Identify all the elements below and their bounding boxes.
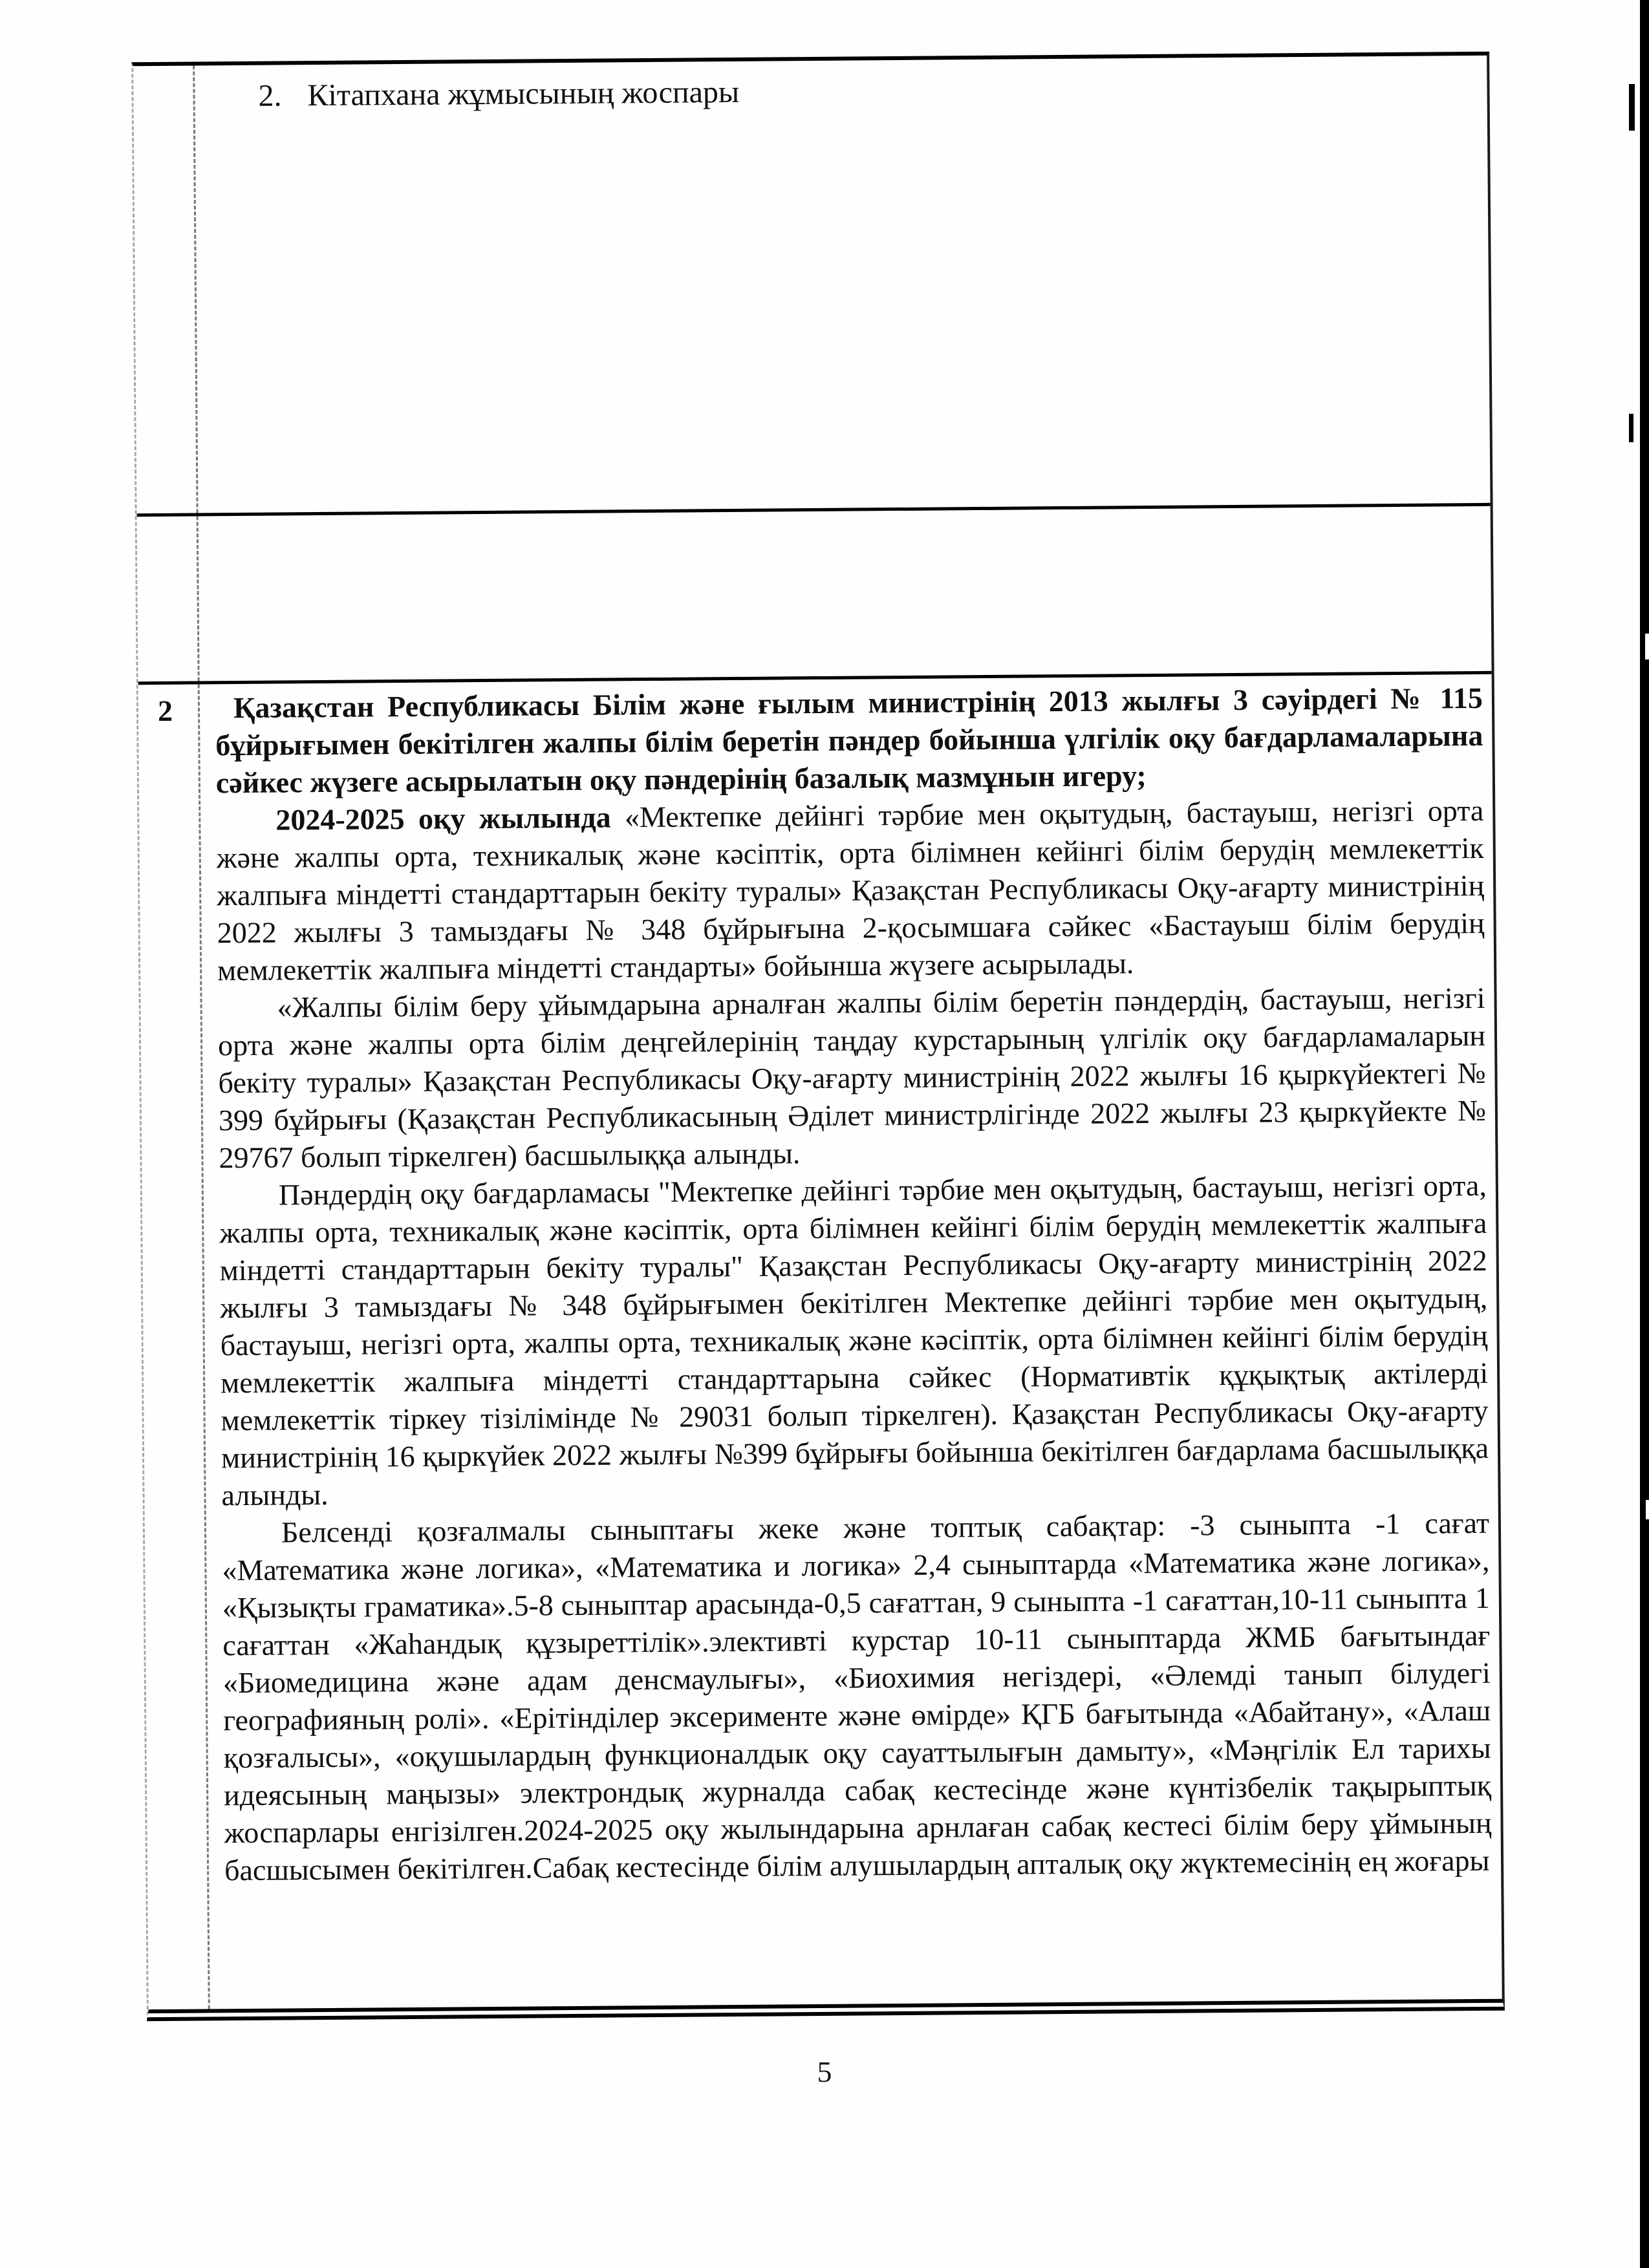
row-number-cell <box>137 517 200 682</box>
row-content-cell <box>195 56 1490 513</box>
paragraph-text: Пәндердің оқу бағдарламасы "Мектепке дейінгі тәрбие мен оқытудың, бастауыш, негізгі орта, жалпы орта, техникалық және кәсіптік, орта білімнен кейінгі білім берудің мемлекеттік жалпыға міндетті стандарттарын бекіту туралы" Қазақстан Республикасы Оқу-ағарту министрінің 2022 жылғы 3 тамыздағы № 348 бұйрығымен бекітілген Мектепке дейінгі тәрбие мен оқытудың, бастауыш, негізгі орта, жалпы орта, техникалық және кәсіптік, орта білімнен кейінгі білім берудің мемлекеттік жалпыға міндетті стандарттарына сәйкес (Нормативтік құқықтық актілерді мемлекеттік тіркеу тізілімінде № 29031 болып тіркелген). Қазақстан Республикасы Оқу-ағарту министрінің 16 қыркүйек 2022 жылғы №399 бұйрығы бойынша бекітілген бағдарлама басшылыққа алынды. <box>219 1168 1489 1512</box>
list-item-title: Кітапхана жұмысының жоспары <box>307 74 740 113</box>
scan-edge-strip <box>1640 0 1649 2268</box>
paragraph <box>222 1504 1492 1889</box>
paragraph-bold-lead: 2024-2025 оқу жылында <box>275 800 625 837</box>
row-content-cell <box>199 506 1492 681</box>
row-number-cell <box>133 66 198 514</box>
paragraph-text: «Жалпы білім беру ұйымдарына арналған жалпы білім беретін пәндердің, бастауыш, негізгі орта және жалпы орта білім деңгейлерінің таңдау курстарының үлгілік оқу бағдарламаларын бекіту туралы» Қазақстан Республикасы Оқу-ағарту министрінің 2022 жылғы 16 қыркүйектегі № 399 бұйрығы (Қазақстан Республикасының Әділет министрлігінде 2022 жылғы 23 қыркүйекте № 29767 болып тіркелген) басшылыққа алынды. <box>217 981 1487 1175</box>
row-number-cell: 2 <box>138 684 210 2009</box>
document-table <box>131 52 1505 2021</box>
table-row <box>138 671 1502 2009</box>
page-number: 5 <box>817 2055 832 2088</box>
paragraph-text: Белсенді қозғалмалы сыныптағы жеке және топтық сабақтар: -3 сыныпта -1 сағат «Математика және логика», «Математика и логика» 2,4 сыныптарда «Математика және логика», «Қызықты граматика».5-8 сыныптар арасында-0,5 сағаттан, 9 сыныпта -1 сағаттан,10-11 сыныпта 1 сағаттан «Жаһандық құзыреттілік».элективті курстар 10-11 сыныптарда ЖМБ бағытындағ «Биомедицина және адам денсмаулығы», «Биохимия негіздері, «Әлемді танып білудегі географияның ролі». «Ерітінділер эксерименте және өмірде» ҚГБ бағытында «Абайтану», «Алаш қозғалысы», «оқушылардың функционалдык оқу сауаттылығын дамыту», «Мәңгілік Ел тарихы идеясының маңызы» электрондық журналда сабақ кестесінде және күнтізбелік тақырыптық жоспарлары енгізілген.2024-2025 оқу жылындарына арнлаған сабақ кестесі білім беру ұймының басшысымен бекітілген.Сабақ кестесінде білім алушылардың апталық оқу жүктемесінің ең жоғары <box>222 1506 1492 1887</box>
paragraph <box>217 979 1486 1177</box>
paragraph <box>219 1167 1489 1514</box>
row-content-cell <box>200 674 1502 2009</box>
section-heading: Қазақстан Республикасы Білім және ғылым министрінің 2013 жылғы 3 сәуірдегі № 115 бұйрығымен бекітілген жалпы білім беретін пәндер бойынша үлгілік оқу бағдарламаларына сәйкес жүзеге асырылатын оқу пәндерінің базалық мазмұнын игеру; <box>215 681 1483 800</box>
scan-artifact-mark <box>1629 414 1633 442</box>
table-row-empty <box>137 503 1492 681</box>
scan-edge-gap <box>1646 1500 1649 1519</box>
scan-artifact-mark <box>1629 84 1635 131</box>
paragraph-text: «Мектепке дейінгі тәрбие мен оқытудың, бастауыш, негізгі орта және жалпы орта, техникалық және кәсіптік, орта білімнен кейінгі білім берудің мемлекеттік жалпыға міндетті стандарттарын бекіту туралы» Қазақстан Республикасы Оқу-ағарту министрінің 2022 жылғы 3 тамыздағы № 348 бұйрығына 2-қосымшаға сәйкес «Бастауыш білім берудің мемлекеттік жалпыға міндетті стандарты» бойынша жүзеге асырылады. <box>216 793 1485 987</box>
list-item-number: 2. <box>258 78 282 113</box>
table-row <box>133 56 1490 513</box>
scan-edge-gap <box>1645 634 1649 659</box>
paragraph <box>216 792 1485 989</box>
